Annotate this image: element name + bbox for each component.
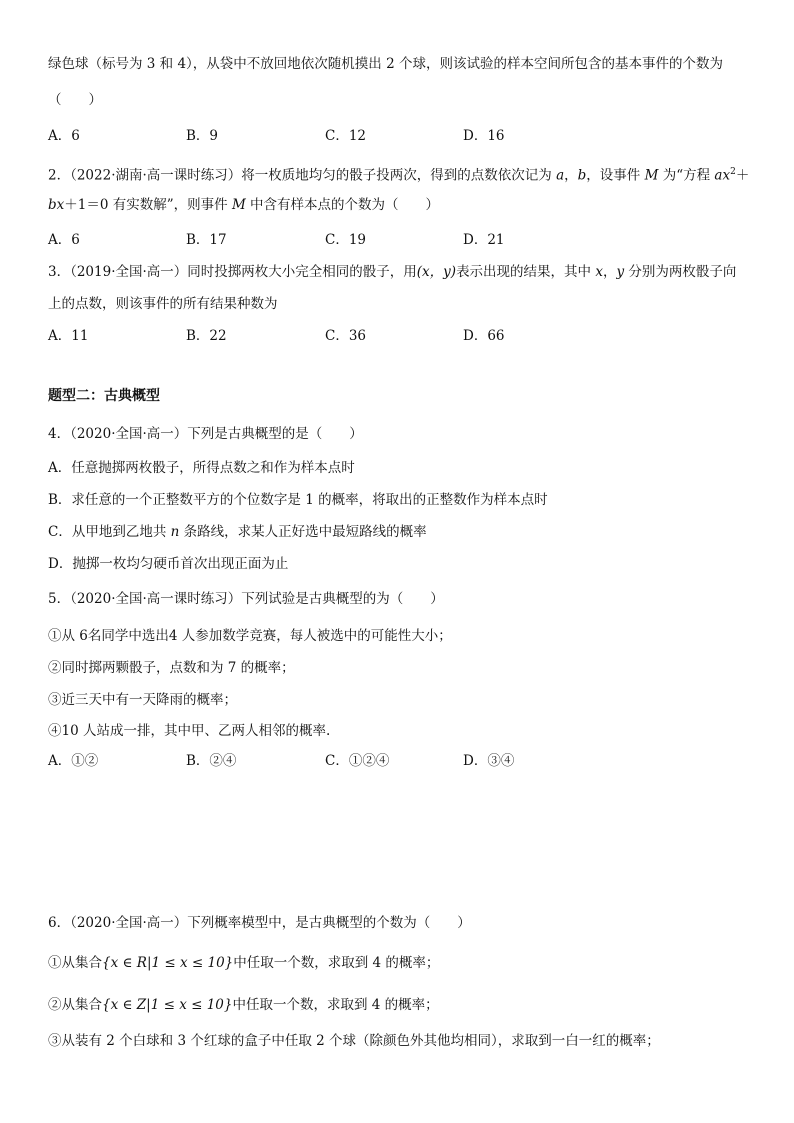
q6-set-2: {x ∈ Z|1 ≤ x ≤ 10} [102,997,233,1013]
q3-text: 分别为两枚骰子向 [624,264,737,280]
q2-expr-ax: ax [714,167,731,184]
q3-stem-line2: 上的点数，则该事件的所有结果种数为 [48,296,278,312]
q2-text: 中含有样本点的个数为（ ） [245,197,440,213]
q4-option-a: A．任意抛掷两枚骰子，所得点数之和作为样本点时 [48,460,355,476]
q3-text: 表示出现的结果，其中 [456,264,596,280]
q4-option-c-text: 条路线，求某人正好选中最短路线的概率 [179,524,427,540]
q1-stem-line1: 绿色球（标号为 3 和 4），从袋中不放回地依次随机摸出 2 个球，则该试验的样本空间所包含的基本事件的个数为 [48,56,723,72]
q5-options [48,751,748,771]
q6-item-2 [48,995,439,1015]
q3-stem-line1 [48,262,736,282]
q5-item-2: ②同时掷两颗骰子，点数和为 7 的概率； [48,660,295,676]
q2-exponent: 2 [730,167,736,177]
q6-set-1: {x ∈ R|1 ≤ x ≤ 10} [102,955,234,971]
q2-text: ＋ [735,167,750,184]
q2-option-a: A．6 [48,232,80,248]
q2-text: ＋1＝0 有实数解”，则事件 [64,197,232,213]
q2-sep: ， [564,167,578,184]
q1-option-a: A．6 [48,128,80,144]
q6-item-2-text: 中任取一个数，求取到 4 的概率； [232,997,439,1013]
q4-option-c-text: C．从甲地到乙地共 [48,524,171,540]
q5-item-4: ④10 人站成一排，其中甲、乙两人相邻的概率. [48,723,331,739]
q3-option-b: B．22 [186,328,227,344]
q6-stem: 6．（2020·全国·高一）下列概率模型中，是古典概型的个数为（ ） [48,915,471,931]
q3-option-a: A．11 [48,328,89,344]
q3-options [48,326,748,346]
q3-sep: ， [602,264,617,280]
q2-expr-bx: bx [48,197,65,213]
q2-text: ，设事件 [586,167,645,184]
q5-item-1: ①从 6名同学中选出4 人参加数学竞赛，每人被选中的可能性大小； [48,628,452,644]
q4-option-c [48,522,427,542]
q2-var-m: M [644,167,659,184]
q2-stem-line2 [48,195,439,215]
q2-text: 2．（2022·湖南·高一课时练习）将一枚质地均匀的骰子投两次，得到的点数依次记为 [48,167,557,184]
q5-option-b: B．②④ [186,753,237,769]
q6-item-1-text: 中任取一个数，求取到 4 的概率； [233,955,440,971]
q5-option-a: A．①② [48,753,99,769]
q2-var-b: b [577,167,587,184]
q2-option-d: D．21 [463,232,505,248]
q1-options [48,126,748,146]
q3-pair: (x，y) [416,264,457,280]
q6-item-2-text: ②从集合 [48,997,102,1013]
q5-item-3: ③近三天中有一天降雨的概率； [48,692,237,708]
q4-option-b: B．求任意的一个正整数平方的个位数字是 1 的概率，将取出的正整数作为样本点时 [48,492,548,508]
q2-var-m: M [231,197,246,213]
q4-stem: 4．（2020·全国·高一）下列是古典概型的是（ ） [48,426,363,442]
q1-option-d: D．16 [463,128,505,144]
q4-option-d: D．抛掷一枚均匀硬币首次出现正面为止 [48,556,289,572]
q1-option-c: C．12 [325,128,367,144]
q5-option-c: C．①②④ [325,753,390,769]
q2-option-b: B．17 [186,232,227,248]
q3-var-y: y [616,264,625,280]
q1-option-b: B．9 [186,128,219,144]
q3-option-c: C．36 [325,328,367,344]
q3-var-x: x [595,264,603,280]
q3-option-d: D．66 [463,328,505,344]
q1-stem-line2: （ ） [48,92,102,108]
q3-text: 3．（2019·全国·高一）同时投掷两枚大小完全相同的骰子，用 [48,264,417,280]
q2-var-a: a [556,167,565,184]
q6-item-1 [48,953,439,973]
q2-text: 为“方程 [658,167,715,184]
q2-options [48,230,748,250]
section-heading: 题型二：古典概型 [48,388,160,404]
q6-item-1-text: ①从集合 [48,955,102,971]
q6-item-3: ③从装有 2 个白球和 3 个红球的盒子中任取 2 个球（除颜色外其他均相同），求取到一白一红的概率； [48,1033,660,1049]
q2-option-c: C．19 [325,232,367,248]
q2-stem-line1 [48,162,749,186]
q4-var-n: n [170,524,180,540]
q5-option-d: D．③④ [463,753,515,769]
q5-stem: 5．（2020·全国·高一课时练习）下列试验是古典概型的为（ ） [48,591,444,607]
